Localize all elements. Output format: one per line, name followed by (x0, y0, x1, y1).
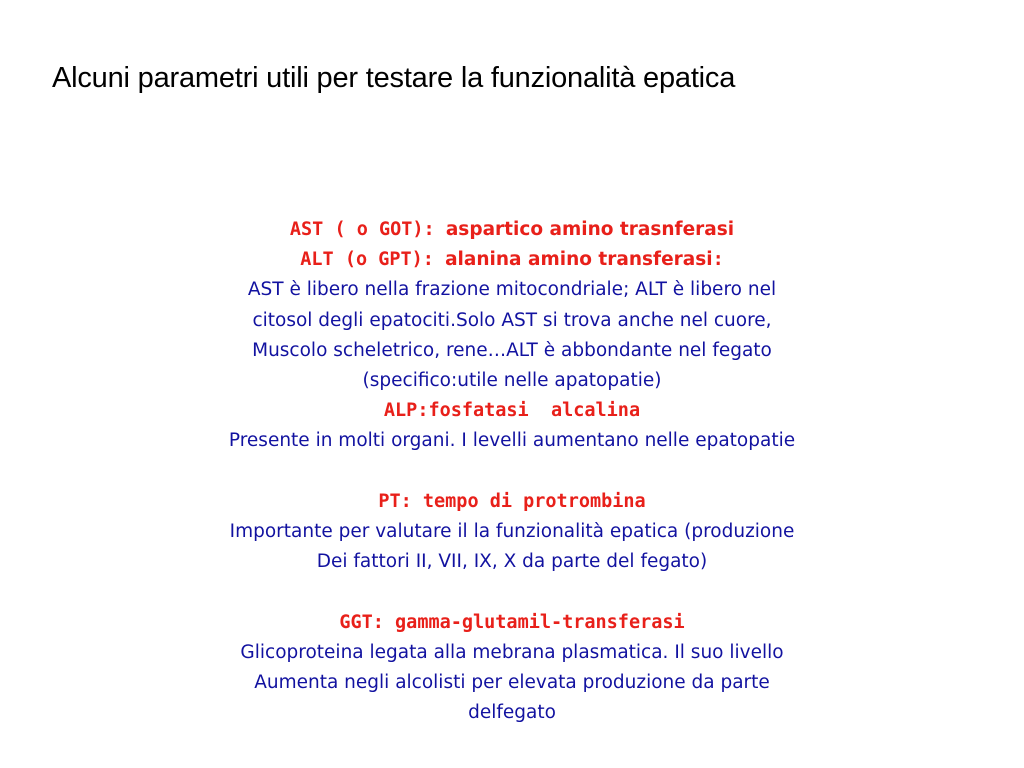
alt-term: alanina amino transferasi (445, 249, 713, 271)
alt-abbr: ALT (o GPT): (300, 249, 446, 271)
spacer (112, 457, 912, 487)
slide-title: Alcuni parametri utili per testare la funzionalità epatica (52, 62, 736, 94)
ast-term: aspartico amino trasnferasi (445, 219, 735, 240)
ast-alt-body-line: AST è libero nella frazione mitocondriale; ALT è libero nel (247, 279, 777, 301)
ast-alt-body-line: Muscolo scheletrico, rene…ALT è abbondante nel fegato (252, 339, 772, 361)
ggt-body-line: Aumenta negli alcolisti per elevata produzione da parte (254, 672, 770, 694)
alp-body-line: Presente in molti organi. I levelli aumentano nelle epatopatie (228, 430, 796, 452)
alp-heading (112, 396, 912, 426)
alt-heading (112, 245, 912, 275)
ast-heading (112, 215, 912, 245)
alt-suffix: : (712, 249, 724, 271)
pt-body-line: Importante per valutare il la funzionalità epatica (produzione (229, 521, 795, 543)
ast-alt-body-line: citosol degli epatociti.Solo AST si trova anche nel cuore, (252, 309, 772, 331)
pt-heading (112, 487, 912, 517)
pt-heading-text: PT: tempo di protrombina (378, 490, 646, 512)
slide-content (112, 215, 912, 728)
pt-body-line: Dei fattori II, VII, IX, X da parte del fegato) (316, 551, 708, 573)
ast-abbr: AST ( o GOT): (289, 219, 446, 240)
ggt-heading (112, 608, 912, 638)
ggt-body-line: delfegato (468, 702, 556, 724)
ast-alt-body-line: (specifico:utile nelle apatopatie) (362, 370, 662, 392)
alp-heading-text: ALP:fosfatasi alcalina (383, 400, 641, 422)
ggt-heading-text: GGT: gamma-glutamil-transferasi (339, 611, 685, 633)
spacer (112, 577, 912, 607)
ggt-body-line: Glicoproteina legata alla mebrana plasmatica. Il suo livello (240, 641, 784, 663)
